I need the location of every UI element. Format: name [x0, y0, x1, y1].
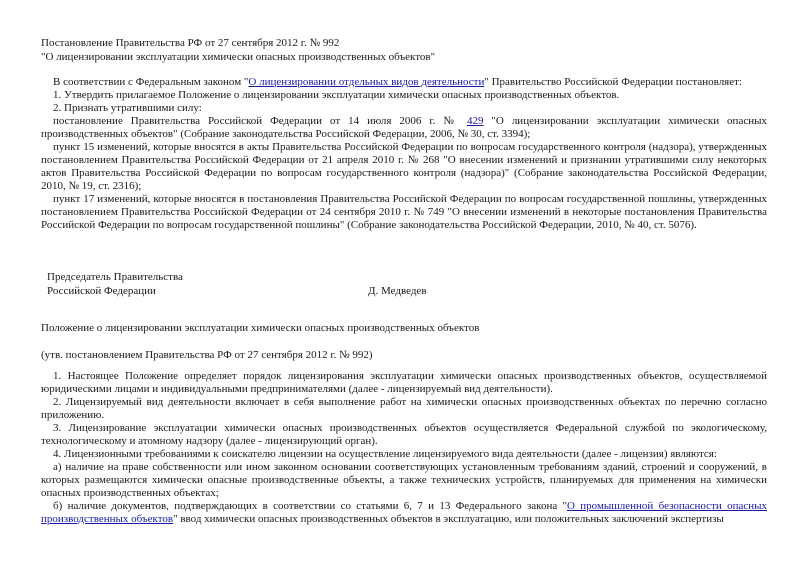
decree-paragraph-3: постановление Правительства Российской Федерации от 14 июля 2006 г. № 429 "О лицензировании эксплуатации химически опасных производственных объектов" (Собрание законодательства Российской Федерации, 2006, № 30, ст. 3394); [41, 115, 767, 140]
regulation-paragraph-2: 2. Лицензируемый вид деятельности включает в себя выполнение работ на химически опасных производственных объектах по перечню согласно приложению. [41, 396, 767, 421]
signature-block [47, 271, 767, 299]
decree-intro: В соответствии с Федеральным законом "О лицензировании отдельных видов деятельности" Правительство Российской Федерации постановляет: [53, 76, 742, 88]
regulation-approved: (утв. постановлением Правительства РФ от 27 сентября 2012 г. № 992) [41, 349, 373, 361]
decree-subtitle: "О лицензировании эксплуатации химически опасных производственных объектов" [41, 51, 436, 63]
law-link-industrial-safety[interactable]: О промышленной безопасности опасных производственных объектов [41, 500, 767, 525]
regulation-paragraph-4b: б) наличие документов, подтверждающих в соответствии со статьями 6, 7 и 13 Федерального закона "О промышленной безопасности опасных производственных объектов" ввод химически опасных производственных объектов в эксплуатацию, или положительных заключений экспертизы [41, 500, 767, 525]
signature-title-2: Российской Федерации [47, 285, 156, 297]
decree-link-429[interactable]: 429 [466, 115, 484, 127]
law-link-licensing[interactable]: О лицензировании отдельных видов деятельности [248, 76, 485, 88]
regulation-body [41, 370, 767, 526]
regulation-paragraph-4a: а) наличие на праве собственности или ином законном основании соответствующих установленным требованиям зданий, строений и сооружений, в которых размещаются химически опасные производственные объекты, а также технических устройств, планируемых для применения на химически опасных производственных объектах; [41, 461, 767, 499]
document-header [41, 36, 767, 64]
decree-paragraph-1: 1. Утвердить прилагаемое Положение о лицензировании эксплуатации химически опасных производственных объектов. [53, 89, 620, 101]
decree-title: Постановление Правительства РФ от 27 сентября 2012 г. № 992 [41, 37, 340, 49]
regulation-paragraph-3: 3. Лицензирование эксплуатации химически опасных производственных объектов осуществляется Федеральной службой по экологическому, технологическому и атомному надзору (далее - лицензирующий орган). [41, 422, 767, 447]
regulation-paragraph-1: 1. Настоящее Положение определяет порядок лицензирования эксплуатации химически опасных производственных объектов, осуществляемой юридическими лицами и индивидуальными предпринимателями (далее - лицензируемый вид деятельности). [41, 370, 767, 395]
regulation-title: Положение о лицензировании эксплуатации химически опасных производственных объектов [41, 322, 480, 334]
decree-body [41, 76, 767, 232]
decree-paragraph-5: пункт 17 изменений, которые вносятся в постановления Правительства Российской Федерации по вопросам государственной пошлины, утвержденных постановлением Правительства Российской Федерации от 24 сентября 2010 г. № 749 "О внесении изменений в некоторые постановления Правительства Российской Федерации по вопросам государственной пошлины" (Собрание законодательства Российской Федерации, 2010, № 40, ст. 5076). [41, 193, 767, 231]
signature-title-1: Председатель Правительства [47, 271, 183, 283]
decree-paragraph-2: 2. Признать утратившими силу: [53, 102, 202, 114]
signature-name: Д. Медведев [368, 285, 427, 297]
decree-paragraph-4: пункт 15 изменений, которые вносятся в акты Правительства Российской Федерации по вопросам государственного контроля (надзора), утвержденных постановлением Правительства Российской Федерации от 21 апреля 2010 г. № 268 "О внесении изменений и признании утратившими силу некоторых актов Правительства Российской Федерации по вопросам государственного контроля (надзора)" (Собрание законодательства Российской Федерации, 2010, № 19, ст. 2316); [41, 141, 767, 192]
regulation-paragraph-4: 4. Лицензионными требованиями к соискателю лицензии на осуществление лицензируемого вида деятельности (далее - лицензия) являются: [53, 448, 717, 460]
